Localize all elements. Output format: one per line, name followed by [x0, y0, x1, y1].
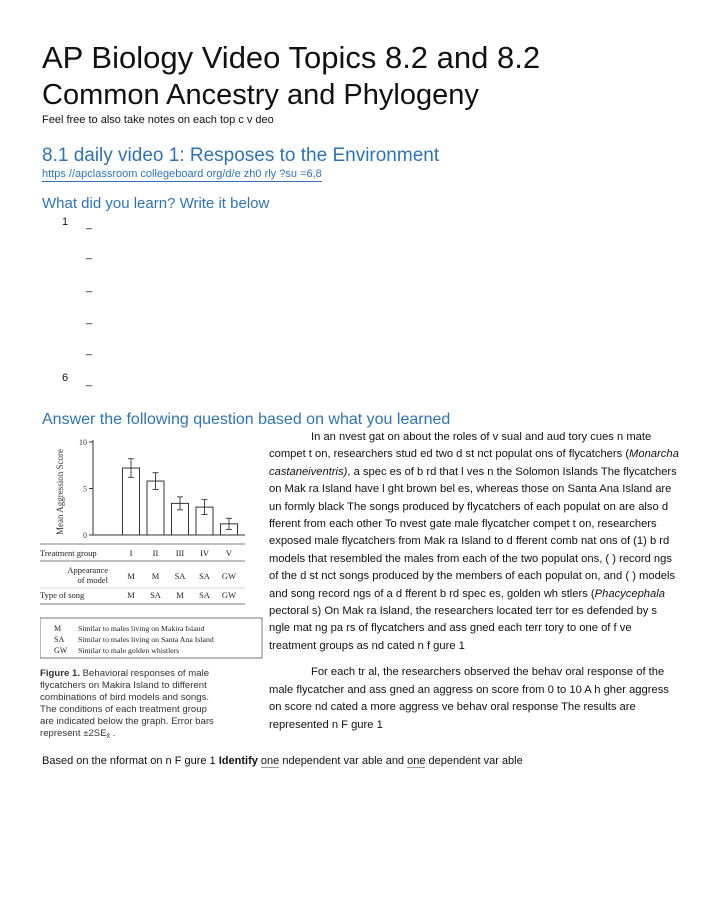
legend-code-m: M: [54, 624, 62, 633]
video-link[interactable]: https //apclassroom collegeboard org/d/e zh0 rly ?su =6,8: [42, 168, 322, 180]
caption-period: .: [110, 728, 116, 739]
appearance-cell: M: [127, 571, 135, 581]
y-axis-label: Mean Aggression Score: [55, 449, 65, 535]
page-subtitle: Feel free to also take notes on each top c v deo: [42, 114, 274, 126]
question-one-a: one: [260, 755, 280, 767]
caption-line-1-body: Behavioral responses of male: [82, 668, 210, 679]
legend-code-gw: GW: [54, 646, 68, 655]
legend-text-sa: Similar to males living on Santa Ana Island: [78, 635, 214, 644]
bars-group: [123, 459, 238, 535]
treatment-group-label: III: [175, 548, 185, 558]
row-label-appearance-1: Appearance: [67, 565, 108, 575]
learn-line-blank[interactable]: _: [86, 218, 93, 230]
row-label-appearance-2: of model: [77, 575, 108, 585]
learn-line-blank[interactable]: _: [86, 313, 93, 325]
passage-paragraph-2: For each tr al, the researchers observed the behav oral response of the male flycatcher and ass gned an aggress on score from 0 to 10 A h gher aggress on score nd cated a more aggress ve behav oral response The results are represented n F gure 1: [269, 666, 669, 731]
row-label-song: Type of song: [40, 590, 85, 600]
caption-line-2: flycatchers on Makira Island to different: [40, 680, 207, 691]
learn-line-blank[interactable]: _: [86, 375, 93, 387]
question-prefix: Based on the nformat on n F gure 1: [42, 755, 219, 767]
question-mid: ndependent var able and: [279, 755, 408, 767]
appearance-cell: M: [151, 571, 160, 581]
learn-heading: What did you learn? Write it below: [42, 195, 270, 212]
song-cell: SA: [150, 590, 161, 600]
bar: [123, 468, 140, 535]
figure-1: [40, 432, 266, 758]
y-ticks: [79, 438, 93, 540]
song-cell: GW: [221, 590, 237, 600]
appearance-cell: SA: [174, 571, 186, 581]
learn-line-blank[interactable]: _: [86, 248, 93, 260]
learn-line-blank[interactable]: _: [86, 281, 93, 293]
song-cell: M: [127, 590, 135, 600]
legend-text-m: Similar to males living on Makira Island: [78, 624, 205, 633]
y-tick-label: 0: [83, 531, 87, 540]
passage-species: Monarcha castaneiventris): [269, 448, 679, 478]
page-title-line1: AP Biology Video Topics 8.2 and 8.2: [42, 40, 541, 75]
caption-figure-label: Figure 1.: [40, 668, 80, 679]
question-suffix: dependent var able: [425, 755, 523, 767]
answer-heading: Answer the following question based on what you learned: [42, 411, 451, 428]
y-tick-label: 5: [83, 484, 87, 494]
treatment-group-label: V: [225, 548, 233, 558]
passage-p1-b: , a spec es of b rd that l ves n the Solomon Islands The flycatchers on Mak ra Island have l ght brown bel es, whereas those on Santa Ana Island are un formly black The songs produced by flycatchers of each populat on are also d fferent from each other To nvest gate male flycatcher compet t on, researchers exposed male flycatchers from Mak ra Island to d fferent comb nat ons of (1) b rd models that resembled the males from each of the two populat ons, ( ) record ngs of the d st nct songs produced by the members of each populat on, and ( ) models and song record ngs of a d fferent b rd spec es, golden wh stlers (: [269, 465, 677, 600]
caption-subscript: x̄: [106, 733, 111, 740]
question-one-b: one: [407, 755, 426, 767]
passage-p1-a: In an nvest gat on about the roles of v sual and aud tory cues n mate compet t on, researchers stud ed two d st nct populat ons of flycatchers (: [269, 431, 652, 461]
legend-code-sa: SA: [54, 635, 65, 644]
caption-line-3: combinations of bird models and songs.: [40, 692, 210, 703]
treatment-group-label: IV: [200, 548, 209, 558]
passage: [269, 429, 679, 734]
passage-genus: Phacycephala: [594, 587, 665, 600]
treatment-group-label: II: [152, 548, 159, 558]
passage-paragraph-1: [269, 429, 679, 655]
appearance-cell: GW: [221, 571, 237, 581]
row-label-treatment: Treatment group: [40, 548, 97, 558]
video-heading: 8.1 daily video 1: Resposes to the Environment: [42, 145, 440, 166]
treatment-group-label: I: [129, 548, 133, 558]
caption-line-5: are indicated below the graph. Error bars: [40, 716, 214, 727]
page-title-line2: Common Ancestry and Phylogeny: [42, 79, 479, 111]
caption-line-6: [40, 728, 115, 740]
appearance-cell: SA: [199, 571, 210, 581]
learn-line-number: 6: [62, 372, 69, 384]
song-cell: SA: [199, 590, 210, 600]
caption-line-6-text: represent ±2SE: [40, 728, 107, 739]
question-prompt: [42, 755, 523, 767]
learn-line-blank[interactable]: _: [86, 344, 93, 356]
caption-line-4: The conditions of each treatment group: [40, 704, 207, 715]
question-identify: Identify: [218, 755, 258, 767]
song-cell: M: [176, 590, 184, 600]
learn-line-number: 1: [62, 216, 69, 228]
passage-p1-c: pectoral s) On Mak ra Island, the researchers located terr tor es defended by s ngle mat ng pa rs of flycatchers and ass gned each terr tory to one of f ve treatment groups as nd cated n f gure 1: [269, 605, 658, 652]
caption-line-1: [40, 668, 209, 679]
y-tick-label: 10: [79, 438, 87, 447]
legend-text-gw: Similar to male golden whistlers: [78, 646, 180, 655]
